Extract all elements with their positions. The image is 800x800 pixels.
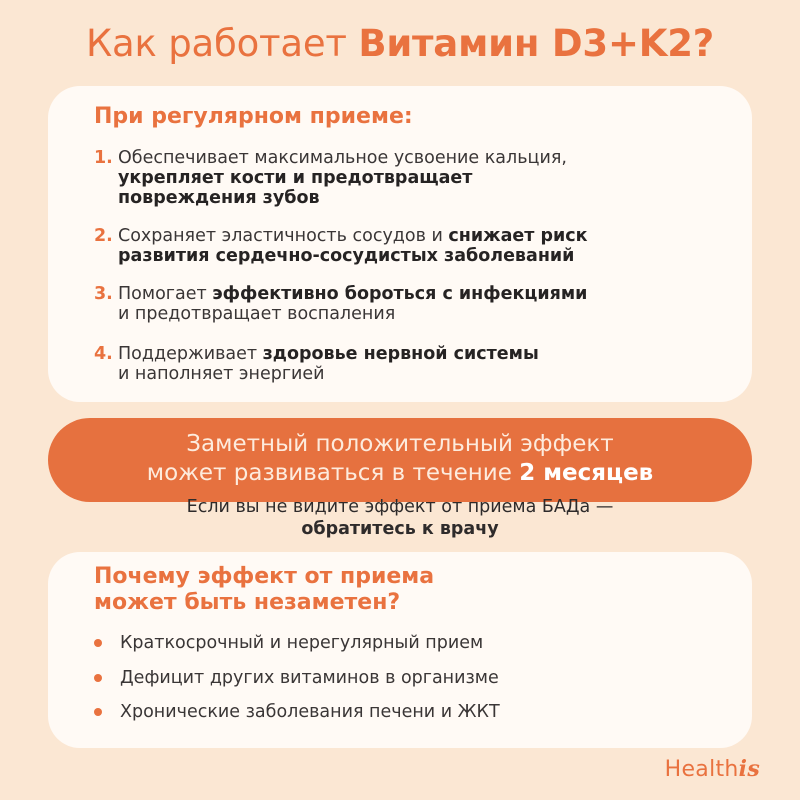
reason-item (94, 701, 714, 723)
effect-banner-line1: Заметный положительный эффект (186, 431, 614, 457)
benefit-segment: Сохраняет эластичность сосудов и (118, 226, 449, 246)
benefit-number: 3. (94, 284, 113, 304)
reason-item (94, 632, 714, 654)
benefit-segment: и наполняет энергией (118, 364, 325, 384)
page-title (0, 16, 800, 72)
benefit-segment: и предотвращает воспаления (118, 304, 396, 324)
benefit-line (118, 284, 734, 304)
benefit-line (118, 364, 734, 384)
benefit-number: 2. (94, 226, 113, 246)
benefit-item (94, 226, 734, 266)
benefit-number: 4. (94, 344, 113, 364)
benefit-line (118, 168, 734, 188)
brand-logo-main: Health (664, 757, 739, 782)
reasons-heading-line2: может быть незаметен? (94, 590, 401, 615)
doctor-note (0, 496, 800, 540)
benefit-text (118, 344, 734, 384)
brand-logo-suffix: is (738, 756, 760, 782)
effect-banner-duration: 2 месяцев (519, 460, 654, 486)
title-bold: Витамин D3+K2? (358, 22, 715, 65)
benefits-heading: При регулярном приеме: (94, 104, 413, 129)
benefit-text (118, 226, 734, 266)
benefit-item (94, 344, 734, 384)
benefit-text (118, 284, 734, 324)
benefit-segment: Поддерживает (118, 344, 263, 364)
doctor-note-line2: обратитесь к врачу (301, 519, 499, 539)
doctor-note-line1: Если вы не видите эффект от приема БАДа — (186, 497, 614, 517)
benefit-segment: Помогает (118, 284, 213, 304)
reason-text: Краткосрочный и нерегулярный прием (120, 633, 484, 653)
benefit-highlight: снижает риск (448, 226, 588, 246)
benefit-line (118, 344, 734, 364)
reason-item (94, 667, 714, 689)
benefit-highlight: повреждения зубов (118, 188, 320, 208)
benefit-line (118, 246, 734, 266)
benefit-number: 1. (94, 148, 113, 168)
benefit-highlight: укрепляет кости и предотвращает (118, 168, 473, 188)
benefit-text (118, 148, 734, 208)
bullet-dot-icon (94, 674, 102, 682)
reasons-heading (94, 564, 434, 616)
reason-text: Хронические заболевания печени и ЖКТ (120, 702, 500, 722)
benefit-segment: Обеспечивает максимальное усвоение кальция, (118, 148, 567, 168)
bullet-dot-icon (94, 708, 102, 716)
title-regular: Как работает (85, 22, 359, 65)
benefit-highlight: развития сердечно-сосудистых заболеваний (118, 246, 575, 266)
benefit-line (118, 188, 734, 208)
benefit-highlight: здоровье нервной системы (262, 344, 539, 364)
effect-banner-line2-text: может развиваться в течение (146, 460, 520, 486)
bullet-dot-icon (94, 639, 102, 647)
brand-logo (665, 756, 760, 782)
benefit-item (94, 284, 734, 324)
benefit-line (118, 148, 734, 168)
effect-banner (48, 418, 752, 502)
benefit-line (118, 226, 734, 246)
reason-text: Дефицит других витаминов в организме (120, 668, 499, 688)
effect-banner-line2 (48, 459, 752, 488)
benefit-highlight: эффективно бороться с инфекциями (212, 284, 588, 304)
benefit-line (118, 304, 734, 324)
benefit-item (94, 148, 734, 208)
benefits-card (48, 86, 752, 402)
reasons-card (48, 552, 752, 748)
reasons-heading-line1: Почему эффект от приема (94, 564, 435, 589)
